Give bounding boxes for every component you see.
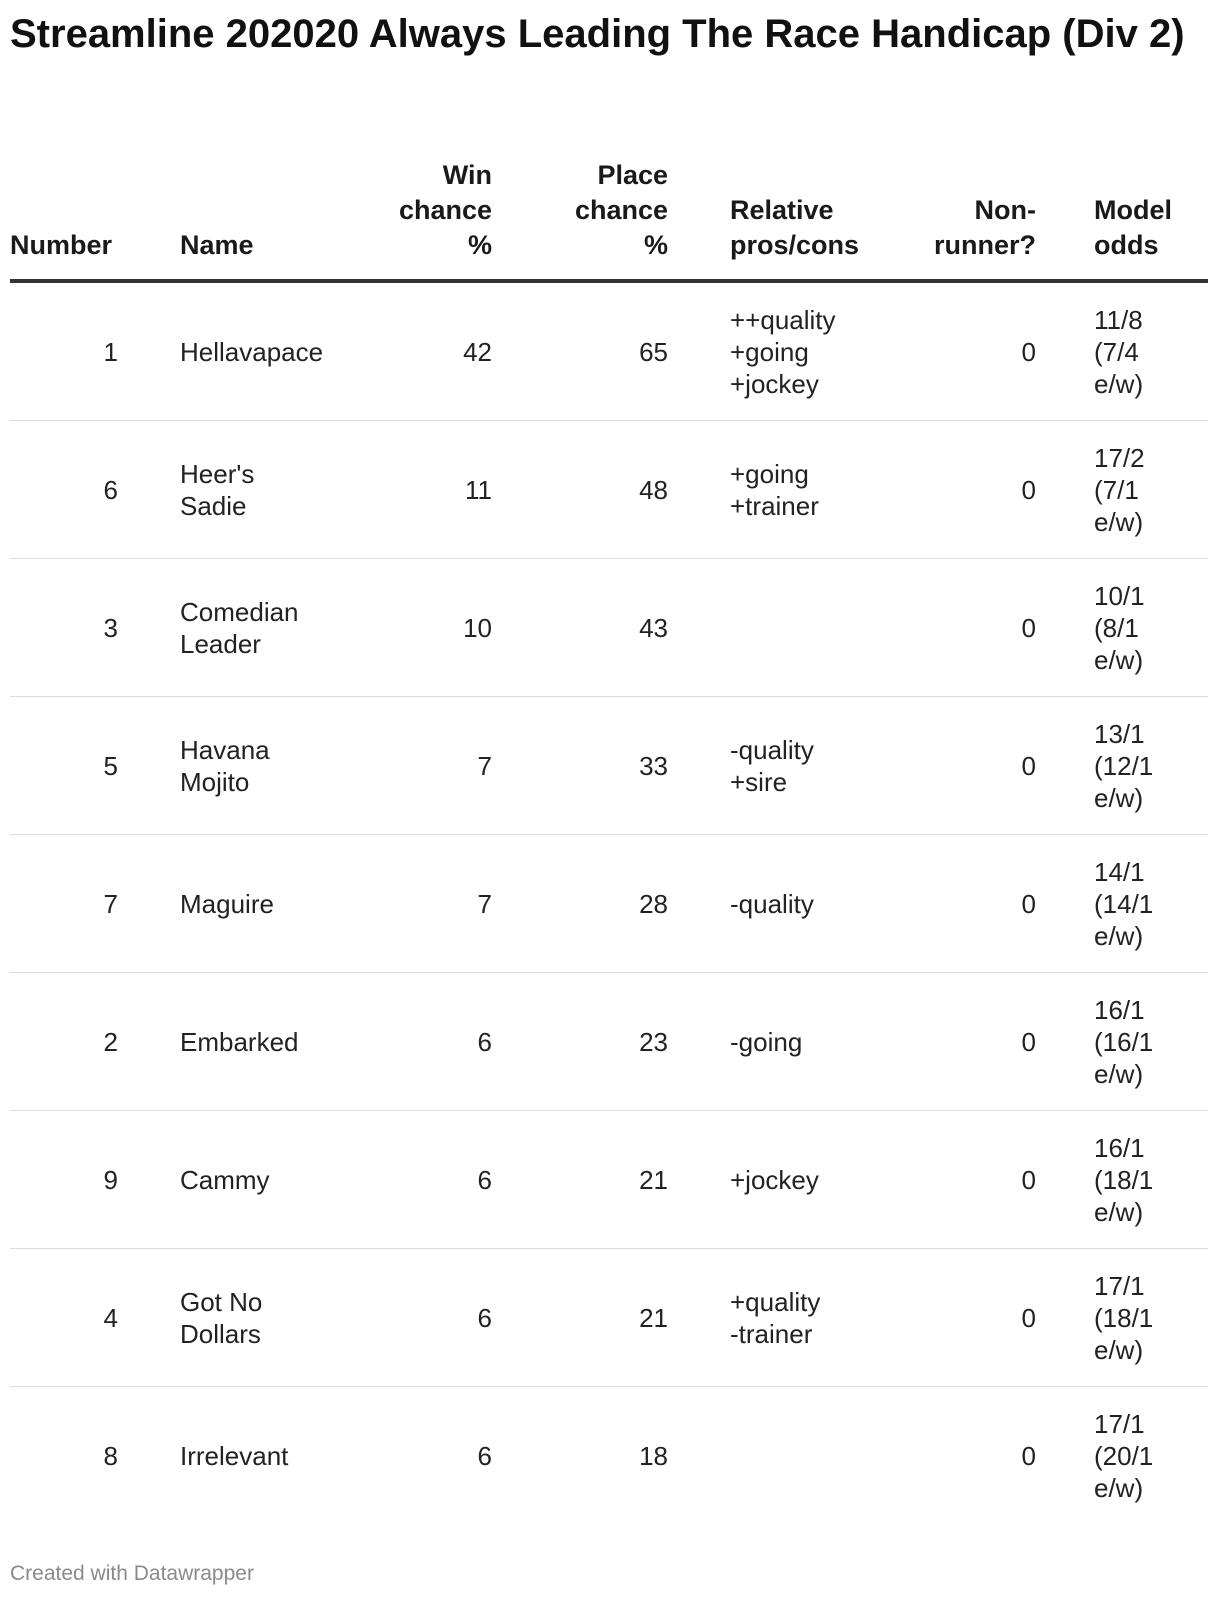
- header-number: Number: [10, 158, 170, 281]
- header-name: Name: [170, 158, 390, 281]
- cell-number: 5: [10, 697, 170, 835]
- cell-place-chance: 33: [514, 697, 678, 835]
- cell-number: 7: [10, 835, 170, 973]
- cell-name: Havana Mojito: [170, 697, 390, 835]
- cell-place-chance: 23: [514, 973, 678, 1111]
- cell-non-runner: 0: [898, 1249, 1086, 1387]
- cell-pros-cons: [678, 559, 898, 697]
- cell-place-chance: 28: [514, 835, 678, 973]
- cell-model-odds: 17/2 (7/1 e/w): [1086, 421, 1208, 559]
- cell-win-chance: 6: [477, 1440, 492, 1471]
- table-row: [10, 1387, 1208, 1525]
- cell-number: 1: [10, 281, 170, 421]
- cell-pros-cons: +quality -trainer: [678, 1249, 898, 1387]
- table-row: [10, 559, 1208, 697]
- cell-name: Comedian Leader: [170, 559, 390, 697]
- cell-pros-cons: +jockey: [678, 1111, 898, 1249]
- cell-number: 8: [103, 1440, 118, 1471]
- cell-number: 2: [10, 973, 170, 1111]
- table-row: [10, 835, 1208, 973]
- cell-pros-cons: -going: [678, 973, 898, 1111]
- cell-name: Irrelevant: [180, 1440, 289, 1471]
- table-row: [10, 973, 1208, 1111]
- cell-name: Hellavapace: [170, 281, 390, 421]
- cell-model-odds: 16/1 (18/1 e/w): [1086, 1111, 1208, 1249]
- cell-model-odds: 17/1 (18/1 e/w): [1086, 1249, 1208, 1387]
- cell-win-chance: 6: [390, 1111, 514, 1249]
- datawrapper-credit: Created with Datawrapper: [10, 1562, 254, 1585]
- cell-non-runner: 0: [898, 281, 1086, 421]
- cell-place-chance: 18: [639, 1440, 668, 1471]
- cell-name: Maguire: [170, 835, 390, 973]
- chart-title: Streamline 202020 Always Leading The Race Handicap (Div 2): [10, 12, 1185, 56]
- cell-non-runner: 0: [898, 973, 1086, 1111]
- cell-model-odds: 13/1 (12/1 e/w): [1086, 697, 1208, 835]
- header-non-runner: Non- runner?: [898, 158, 1086, 281]
- table-row: [10, 1111, 1208, 1249]
- cell-place-chance: 43: [514, 559, 678, 697]
- cell-model-odds: 11/8 (7/4 e/w): [1086, 281, 1208, 421]
- cell-pros-cons: -quality +sire: [678, 697, 898, 835]
- cell-number: 6: [10, 421, 170, 559]
- header-model-odds: Model odds: [1086, 158, 1208, 281]
- cell-model-odds: 17/1 (20/1 e/w): [1094, 1408, 1154, 1503]
- cell-non-runner: 0: [898, 559, 1086, 697]
- cell-number: 3: [10, 559, 170, 697]
- cell-name: Heer's Sadie: [170, 421, 390, 559]
- cell-non-runner: 0: [898, 697, 1086, 835]
- cell-place-chance: 21: [514, 1249, 678, 1387]
- cell-pros-cons: ++quality +going +jockey: [678, 281, 898, 421]
- cell-number: 4: [10, 1249, 170, 1387]
- cell-model-odds: 16/1 (16/1 e/w): [1086, 973, 1208, 1111]
- cell-non-runner: 0: [1021, 1440, 1036, 1471]
- cell-win-chance: 10: [390, 559, 514, 697]
- table-row: [10, 281, 1208, 421]
- cell-win-chance: 7: [390, 697, 514, 835]
- cell-win-chance: 6: [390, 973, 514, 1111]
- table-row: [10, 421, 1208, 559]
- cell-place-chance: 65: [514, 281, 678, 421]
- header-place-chance: Place chance %: [514, 158, 678, 281]
- cell-model-odds: 10/1 (8/1 e/w): [1086, 559, 1208, 697]
- cell-non-runner: 0: [898, 1111, 1086, 1249]
- cell-win-chance: 7: [390, 835, 514, 973]
- odds-table: [10, 158, 1208, 1524]
- cell-pros-cons: +going +trainer: [678, 421, 898, 559]
- cell-place-chance: 48: [514, 421, 678, 559]
- table-body: [10, 281, 1208, 1524]
- cell-name: Got No Dollars: [170, 1249, 390, 1387]
- cell-place-chance: 21: [514, 1111, 678, 1249]
- table-row: [10, 1249, 1208, 1387]
- cell-name: Embarked: [170, 973, 390, 1111]
- cell-model-odds: 14/1 (14/1 e/w): [1086, 835, 1208, 973]
- table-row: [10, 697, 1208, 835]
- cell-pros-cons: [678, 1387, 898, 1525]
- cell-non-runner: 0: [898, 421, 1086, 559]
- cell-non-runner: 0: [898, 835, 1086, 973]
- header-win-chance: Win chance %: [390, 158, 514, 281]
- cell-win-chance: 42: [390, 281, 514, 421]
- cell-number: 9: [10, 1111, 170, 1249]
- header-pros-cons: Relative pros/cons: [678, 158, 898, 281]
- table-header-row: [10, 158, 1208, 281]
- cell-win-chance: 6: [390, 1249, 514, 1387]
- cell-name: Cammy: [170, 1111, 390, 1249]
- cell-win-chance: 11: [390, 421, 514, 559]
- cell-pros-cons: -quality: [678, 835, 898, 973]
